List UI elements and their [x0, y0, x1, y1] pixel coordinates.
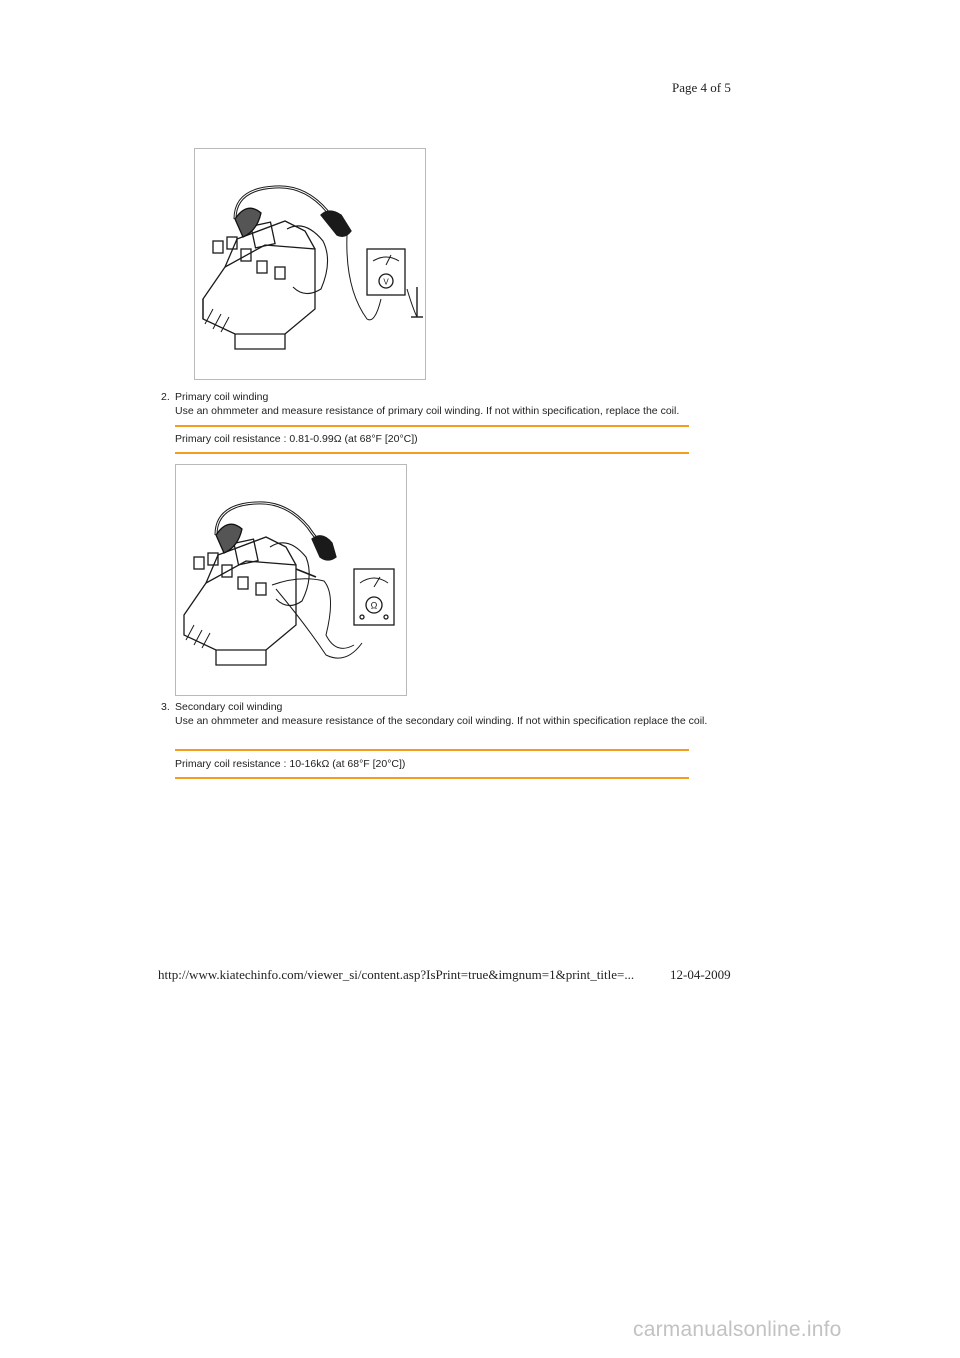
spec-divider-top — [175, 749, 689, 751]
spec-divider-top — [175, 425, 689, 427]
step-number: 2. — [161, 391, 170, 403]
step-text: Use an ohmmeter and measure resistance of the secondary coil winding. If not within specification replace the coil. — [175, 714, 708, 727]
voltmeter-test-illustration — [194, 148, 426, 380]
ohmmeter-test-drawing — [176, 465, 406, 695]
step-text: Use an ohmmeter and measure resistance of primary coil winding. If not within specification, replace the coil. — [175, 404, 680, 417]
spec-primary-resistance: Primary coil resistance : 0.81-0.99Ω (at 68°F [20°C]) — [175, 433, 418, 445]
step-title: Secondary coil winding — [175, 701, 283, 713]
spec-secondary-resistance: Primary coil resistance : 10-16kΩ (at 68°F [20°C]) — [175, 758, 406, 770]
footer-url: http://www.kiatechinfo.com/viewer_si/content.asp?IsPrint=true&imgnum=1&print_title=... — [158, 967, 635, 982]
footer-date: 12-04-2009 — [670, 967, 731, 982]
ohmmeter-symbol: Ω — [370, 600, 378, 611]
ohmmeter-test-illustration — [175, 464, 407, 696]
step-number: 3. — [161, 701, 170, 713]
step-title: Primary coil winding — [175, 391, 269, 403]
voltmeter-test-drawing — [195, 149, 425, 379]
voltmeter-symbol: V — [383, 277, 389, 287]
spec-divider-bottom — [175, 452, 689, 454]
site-watermark: carmanualsonline.info — [633, 1318, 842, 1341]
spec-divider-bottom — [175, 777, 689, 779]
page-number: Page 4 of 5 — [672, 80, 731, 95]
